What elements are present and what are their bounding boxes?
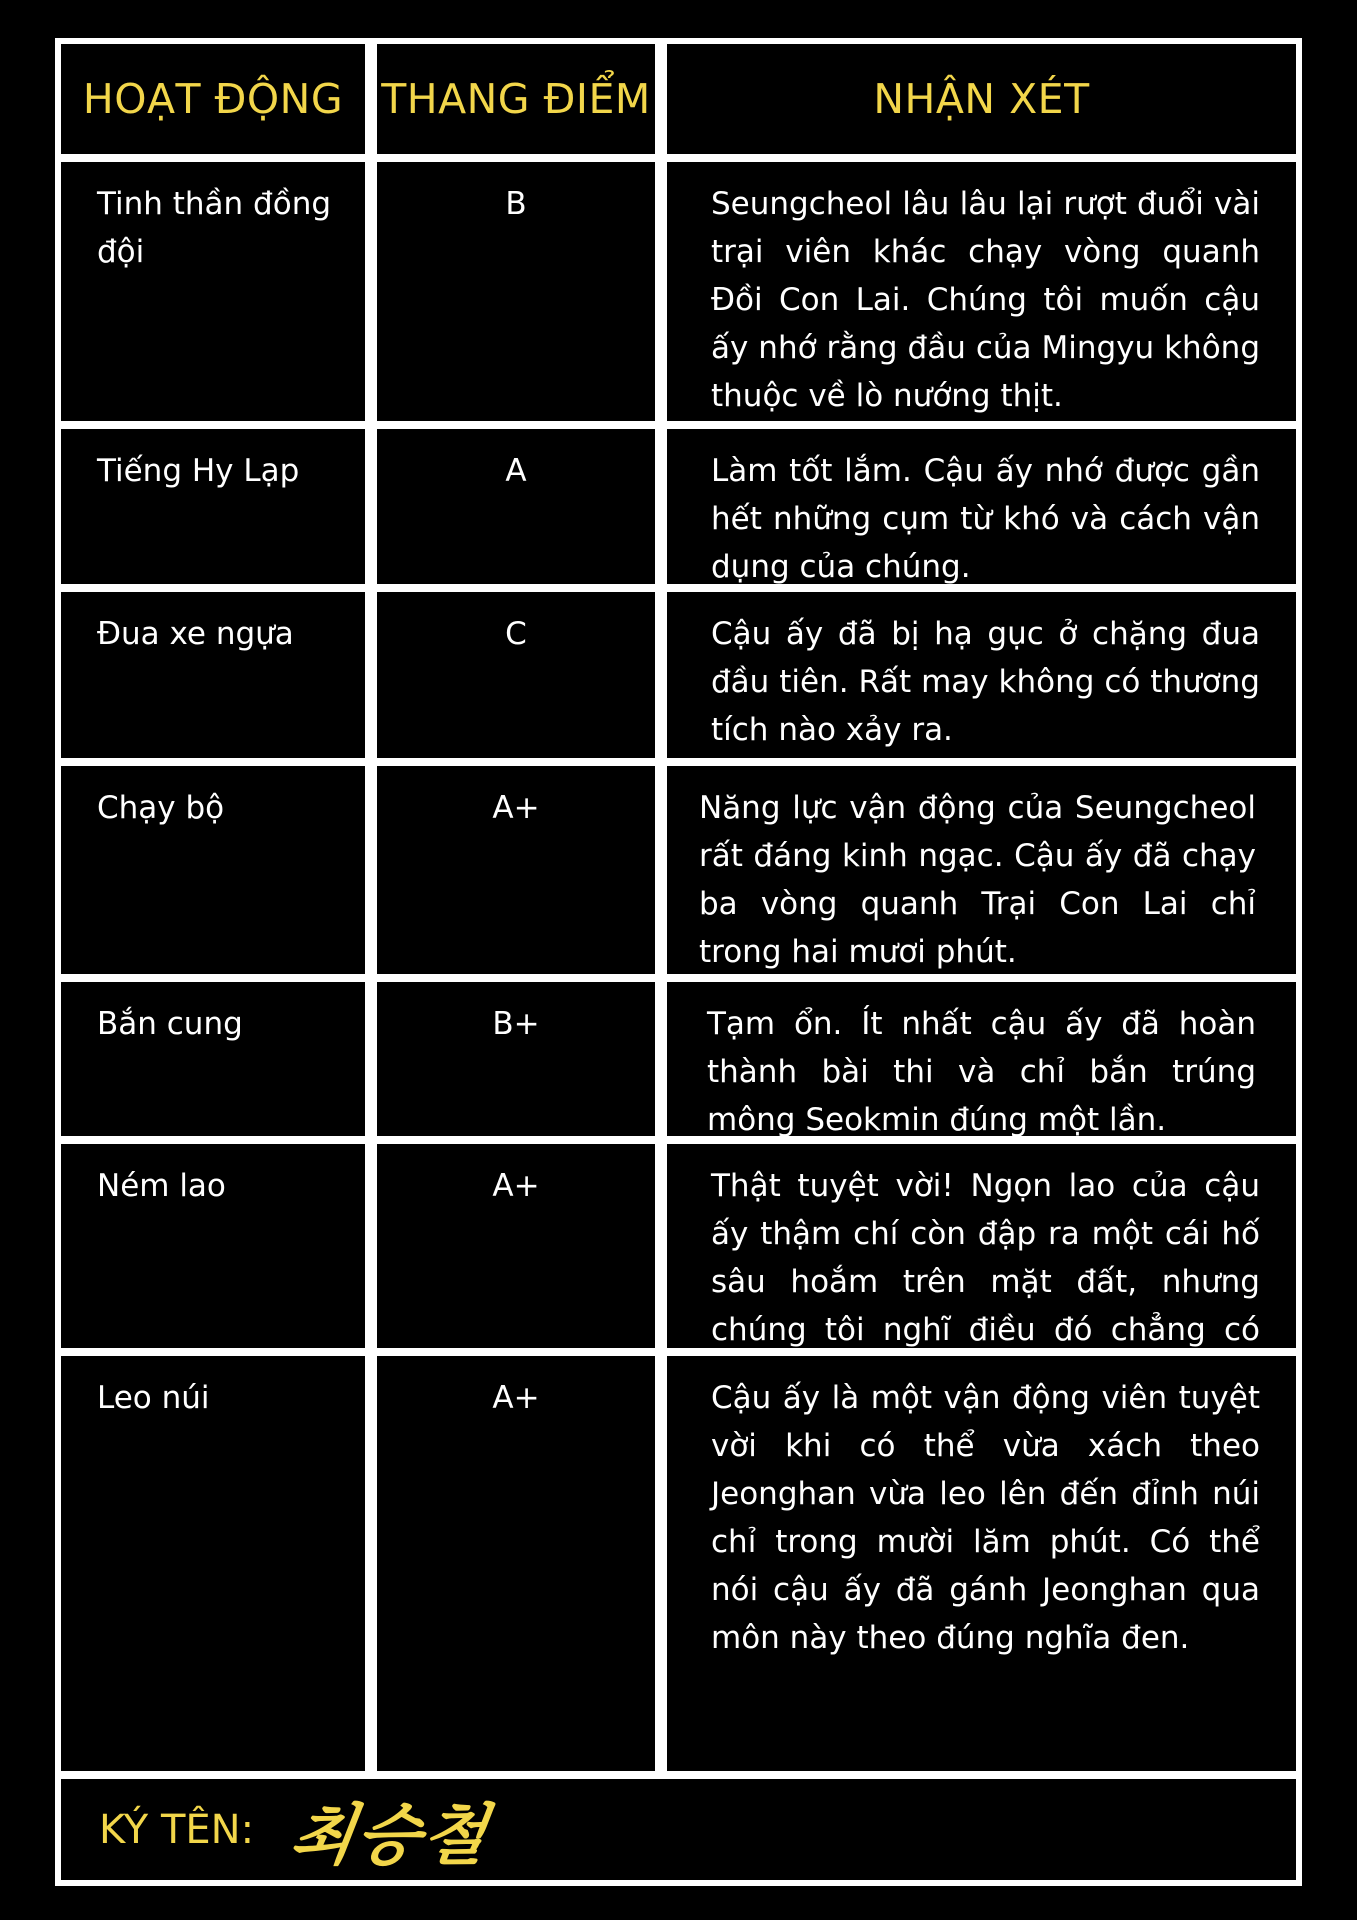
row-grade: A: [377, 429, 655, 584]
row-activity: Tiếng Hy Lạp: [61, 429, 365, 584]
row-activity: Chạy bộ: [61, 766, 365, 974]
header-grade: THANG ĐIỂM: [377, 44, 655, 154]
report-table: [55, 38, 1302, 1886]
row-activity: Đua xe ngựa: [61, 592, 365, 758]
signature-name: 최승철: [285, 1796, 495, 1874]
row-comment: Thật tuyệt vời! Ngọn lao của cậu ấy thậm chí còn đập ra một cái hố sâu hoắm trên mặt đất, nhưng chúng tôi nghĩ điều đó chẳng có: [667, 1144, 1296, 1348]
row-comment: Seungcheol lâu lâu lại rượt đuổi vài trại viên khác chạy vòng quanh Đồi Con Lai. Chúng tôi muốn cậu ấy nhớ rằng đầu của Mingyu không thuộc về lò nướng thịt.: [667, 162, 1296, 421]
row-comment: Cậu ấy đã bị hạ gục ở chặng đua đầu tiên. Rất may không có thương tích nào xảy ra.: [667, 592, 1296, 758]
row-grade: A+: [377, 1144, 655, 1348]
row-comment: Làm tốt lắm. Cậu ấy nhớ được gần hết những cụm từ khó và cách vận dụng của chúng.: [667, 429, 1296, 584]
row-grade: A+: [377, 766, 655, 974]
row-grade: C: [377, 592, 655, 758]
header-activity: HOẠT ĐỘNG: [61, 44, 365, 154]
header-comment: NHẬN XÉT: [667, 44, 1296, 154]
row-activity: Bắn cung: [61, 982, 365, 1136]
row-comment: Cậu ấy là một vận động viên tuyệt vời khi có thể vừa xách theo Jeonghan vừa leo lên đến đỉnh núi chỉ trong mười lăm phút. Có thể nói cậu ấy đã gánh Jeonghan qua môn này theo đúng nghĩa đen.: [667, 1356, 1296, 1771]
row-comment: Tạm ổn. Ít nhất cậu ấy đã hoàn thành bài thi và chỉ bắn trúng mông Seokmin đúng một lần.: [667, 982, 1296, 1136]
row-activity: Tinh thần đồng đội: [61, 162, 365, 421]
signature-row: [61, 1779, 1296, 1880]
row-comment: Năng lực vận động của Seungcheol rất đáng kinh ngạc. Cậu ấy đã chạy ba vòng quanh Trại Con Lai chỉ trong hai mươi phút.: [667, 766, 1296, 974]
signature-label: KÝ TÊN:: [99, 1806, 255, 1853]
row-grade: A+: [377, 1356, 655, 1771]
row-activity: Ném lao: [61, 1144, 365, 1348]
row-activity: Leo núi: [61, 1356, 365, 1771]
row-grade: B+: [377, 982, 655, 1136]
row-grade: B: [377, 162, 655, 421]
